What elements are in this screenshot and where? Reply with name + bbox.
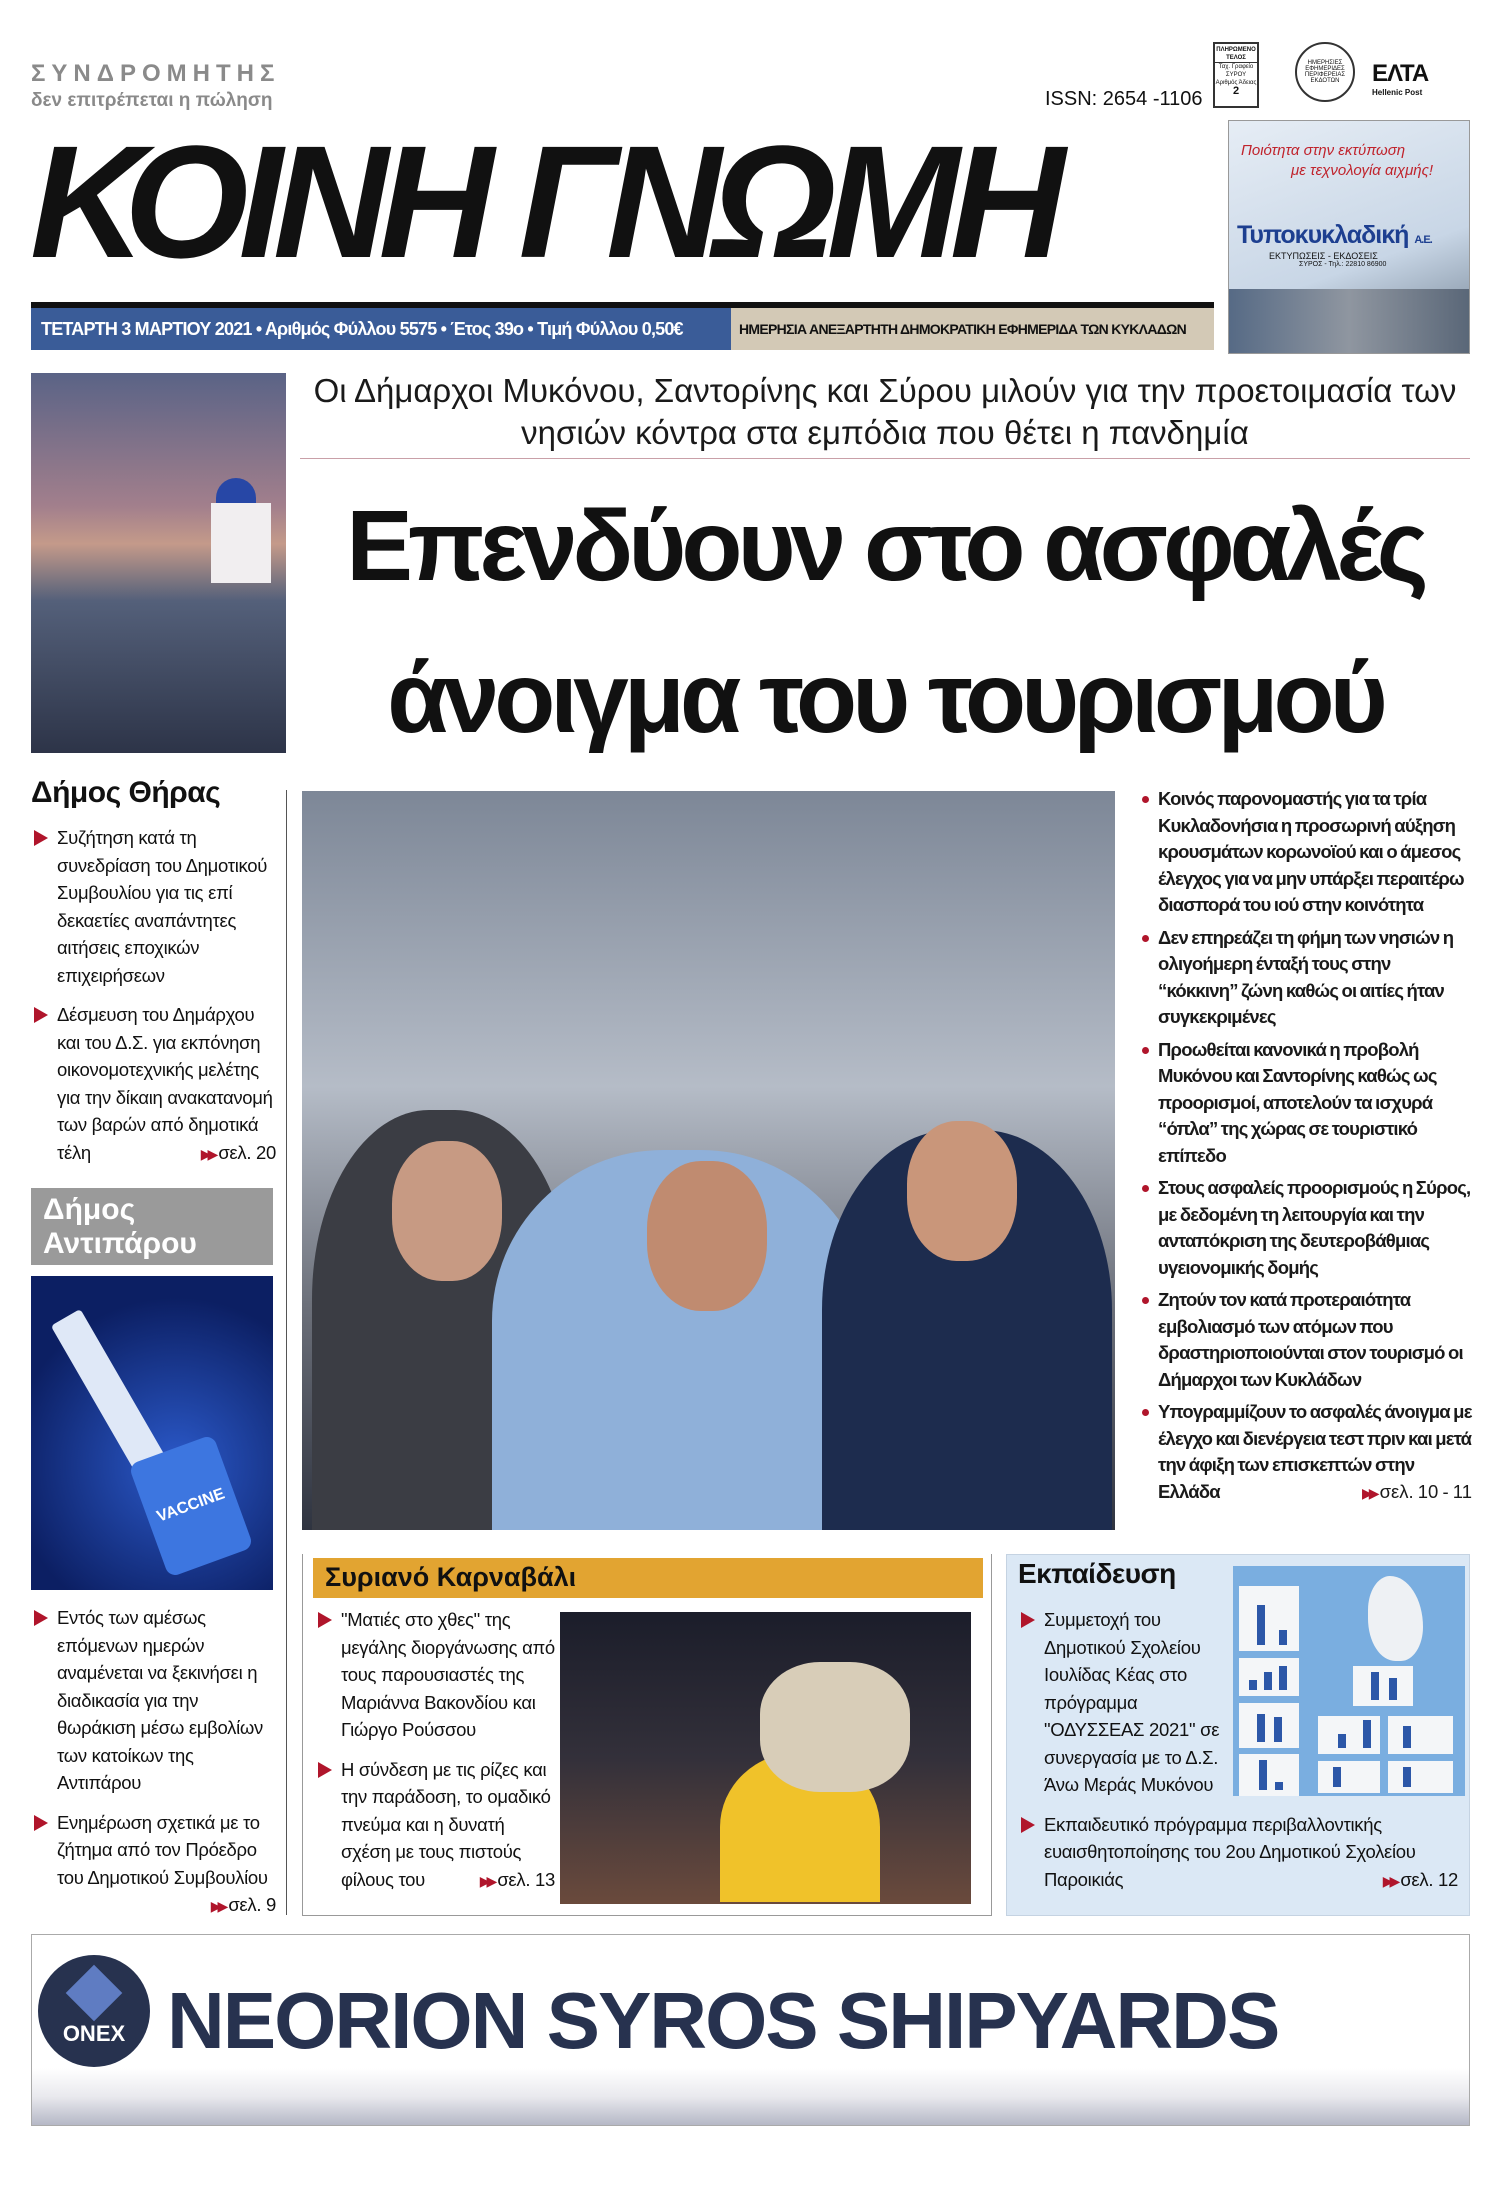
double-arrow-icon: ▶▶ bbox=[479, 1872, 494, 1889]
headline-text-1: Επενδύουν στο ασφαλές bbox=[346, 490, 1424, 602]
item-text: Εντός των αμέσως επόμενων ημερών αναμένεται να ξεκινήσει η διαδικασία για την θωράκιση μέσω εμβολίων των κατοίκων της Αντιπάρου bbox=[57, 1607, 264, 1793]
triangle-bullet-icon bbox=[34, 1815, 48, 1831]
elta-name: ΕΛΤΑ bbox=[1372, 60, 1429, 87]
ad-services bbox=[1269, 251, 1386, 268]
bullet-text: Κοινός παρονομαστής για τα τρία Κυκλαδονήσια η προσωρινή αύξηση κρουσμάτων κορωνοϊού και ο άμεσος έλεγχος για να μην υπάρξει περαιτέρω διασπορά του ιού στην κοινότητα bbox=[1158, 788, 1464, 915]
bullet-text: Υπογραμμίζουν το ασφαλές άνοιγμα με έλεγχο και διενέργεια τεστ πριν και μετά την άφιξη των επισκεπτών στην Ελλάδα bbox=[1158, 1401, 1472, 1502]
item-text: Συμμετοχή του Δημοτικού Σχολείου Ιουλίδας Κέας στο πρόγραμμα "ΟΔΥΣΣΕΑΣ 2021" σε συνεργασία με το Δ.Σ. Άνω Μεράς Μυκόνου bbox=[1044, 1609, 1220, 1795]
bullet-text: Δεν επηρεάζει τη φήμη των νησιών η ολιγοήμερη ένταξή τους στην “κόκκινη” ζώνη καθώς οι αιτίες ήταν συγκεκριμένες bbox=[1158, 926, 1454, 1027]
list-item[interactable] bbox=[31, 1809, 276, 1921]
subscriber-label: ΣΥΝΔΡΟΜΗΤΗΣ bbox=[31, 60, 281, 87]
list-item[interactable] bbox=[1018, 1811, 1458, 1894]
lead-bullet bbox=[1140, 786, 1472, 919]
no-sale-label: δεν επιτρέπεται η πώληση bbox=[31, 90, 273, 111]
list-item[interactable] bbox=[31, 1001, 276, 1166]
elta-logo bbox=[1372, 60, 1428, 97]
page-ref: σελ. 20 bbox=[218, 1141, 276, 1163]
ad-text: NEORION SYROS SHIPYARDS bbox=[167, 1976, 1279, 2065]
mayors-photo bbox=[302, 791, 1115, 1530]
face-center bbox=[647, 1161, 767, 1311]
lead-bullet bbox=[1140, 1399, 1472, 1505]
double-arrow-icon: ▶▶ bbox=[210, 1898, 225, 1914]
double-arrow-icon: ▶▶ bbox=[1362, 1484, 1376, 1501]
stamp-permit-no: 2 bbox=[1232, 85, 1240, 97]
triangle-bullet-icon bbox=[1021, 1612, 1035, 1628]
antiparos-title-2: Αντιπάρου bbox=[43, 1227, 197, 1260]
dancers bbox=[760, 1662, 910, 1792]
stamp-title: ΠΛΗΡΩΜΕΝΟ ΤΕΛΟΣ bbox=[1216, 47, 1256, 61]
triangle-bullet-icon bbox=[34, 1610, 48, 1626]
item-text: Δέσμευση του Δημάρχου και του Δ.Σ. για εκπόνηση οικονομοτεχνικής μελέτης για την δίκαιη ανακατανομή των βαρών από δημοτικά τέλη bbox=[57, 1004, 273, 1163]
newspaper-title bbox=[30, 112, 1220, 292]
face-right bbox=[907, 1121, 1017, 1261]
issue-info: ΤΕΤΑΡΤΗ 3 ΜΑΡΤΙΟΥ 2021 • Αριθμός Φύλλου 5575 • Έτος 39ο • Τιμή Φύλλου 0,50€ bbox=[31, 308, 731, 350]
item-text: "Ματιές στο χθες" της μεγάλης διοργάνωσης από τους παρουσιαστές της Μαριάννα Βακονδίου και Γιώργο Ρούσσου bbox=[341, 1609, 555, 1740]
ad-photo bbox=[1229, 289, 1469, 354]
diamond-icon bbox=[66, 1965, 123, 2022]
lead-bullets bbox=[1140, 786, 1472, 1511]
thira-items bbox=[31, 824, 276, 1178]
education-items bbox=[1018, 1606, 1458, 1905]
vaccine-photo bbox=[31, 1276, 273, 1590]
bullet-text: Ζητούν τον κατά προτεραιότητα εμβολιασμό των ατόμων που δραστηριοποιούνται στον τουρισμό οι Δήμαρχοι των Κυκλάδων bbox=[1158, 1289, 1463, 1390]
subheadline: Οι Δήμαρχοι Μυκόνου, Σαντορίνης και Σύρου μιλούν για την προετοιμασία των νησιών κόντρα στα εμπόδια που θέτει η πανδημία bbox=[300, 370, 1470, 459]
ad-slogan-1: Ποιότητα στην εκτύπωση bbox=[1241, 142, 1406, 159]
section-title-antiparos bbox=[31, 1188, 273, 1265]
syringe-icon bbox=[51, 1309, 165, 1473]
triangle-bullet-icon bbox=[34, 830, 48, 846]
triangle-bullet-icon bbox=[34, 1007, 48, 1023]
item-text: Συζήτηση κατά τη συνεδρίαση του Δημοτικού Συμβουλίου για τις επί δεκαετίες αναπάντητες αιτήσεις εποχικών επιχειρήσεων bbox=[57, 827, 268, 986]
elta-sub: Hellenic Post bbox=[1372, 88, 1423, 97]
lead-bullet bbox=[1140, 925, 1472, 1031]
page-ref-link[interactable] bbox=[480, 1866, 555, 1896]
page-ref: σελ. 12 bbox=[1400, 1868, 1458, 1890]
seal-text: ΗΜΕΡΗΣΙΕΣ ΕΦΗΜΕΡΙΔΕΣ ΠΕΡΙΦΕΡΕΙΑΣ ΕΚΔΟΤΩΝ bbox=[1304, 60, 1346, 84]
shipyards-ad[interactable] bbox=[31, 1934, 1470, 2126]
section-title-education: Εκπαίδευση bbox=[1018, 1558, 1176, 1589]
item-text: Ενημέρωση σχετικά με το ζήτημα από τον Πρόεδρο του Δημοτικού Συμβουλίου bbox=[57, 1811, 268, 1888]
tagline: ΗΜΕΡΗΣΙΑ ΑΝΕΞΑΡΤΗΤΗ ΔΗΜΟΚΡΑΤΙΚΗ ΕΦΗΜΕΡΙΔΑ ΤΩΝ ΚΥΚΛΑΔΩΝ bbox=[731, 308, 1214, 350]
vaccine-label: VACCINE bbox=[154, 1485, 228, 1526]
page-ref-link[interactable] bbox=[211, 1894, 276, 1915]
page-ref: σελ. 10 - 11 bbox=[1379, 1480, 1472, 1502]
page-ref-link[interactable] bbox=[201, 1139, 276, 1169]
antiparos-items bbox=[31, 1604, 276, 1933]
page-ref-link[interactable] bbox=[1383, 1866, 1458, 1896]
ad-brand-suffix: Α.Ε. bbox=[1414, 234, 1432, 246]
onex-logo-text: ONEX bbox=[62, 2021, 126, 2046]
face-left bbox=[392, 1141, 502, 1281]
stamp-permit-label: Αριθμός Άδειας bbox=[1215, 80, 1257, 86]
lead-bullet bbox=[1140, 1037, 1472, 1170]
church bbox=[211, 503, 271, 583]
carnival-photo bbox=[560, 1612, 971, 1904]
bullet-text: Στους ασφαλείς προορισμούς η Σύρος, με δεδομένη τη λειτουργία και την ανταπόκριση της δευτεροβάθμιας υγειονομικής δομής bbox=[1158, 1177, 1471, 1278]
ad-slogan-2: με τεχνολογία αιχμής! bbox=[1291, 162, 1434, 179]
section-title-thira: Δήμος Θήρας bbox=[31, 776, 221, 809]
list-item[interactable] bbox=[31, 1604, 276, 1797]
page-ref-link[interactable] bbox=[1362, 1479, 1472, 1507]
onex-logo bbox=[38, 1955, 150, 2067]
triangle-bullet-icon bbox=[1021, 1817, 1035, 1833]
lead-bullet bbox=[1140, 1287, 1472, 1393]
headline-line-2[interactable] bbox=[300, 628, 1470, 768]
santorini-photo bbox=[31, 373, 286, 753]
publishers-seal-icon bbox=[1295, 42, 1355, 102]
item-text: Η σύνδεση με τις ρίζες και την παράδοση, το ομαδικό πνεύμα και η δυνατή σχέση με τους πιστούς φίλους του bbox=[341, 1758, 551, 1890]
list-item[interactable] bbox=[1018, 1606, 1233, 1799]
newspaper-title-text: ΚΟΙΝΗ ΓΝΩΜΗ bbox=[30, 112, 1056, 291]
ad-brand-name: Τυποκυκλαδική bbox=[1237, 221, 1409, 249]
item-text: Εκπαιδευτικό πρόγραμμα περιβαλλοντικής ευαισθητοποίησης του 2ου Δημοτικού Σχολείου Παροικιάς bbox=[1044, 1813, 1416, 1890]
issn: ISSN: 2654 -1106 bbox=[1045, 88, 1203, 110]
printing-ad[interactable] bbox=[1228, 120, 1470, 354]
ad-slogan bbox=[1241, 141, 1433, 181]
column-divider bbox=[286, 790, 287, 1915]
carnival-items bbox=[315, 1606, 555, 1905]
antiparos-title-1: Δήμος bbox=[43, 1193, 136, 1226]
list-item[interactable] bbox=[31, 824, 276, 989]
ad-contact: ΣΥΡΟΣ - Τηλ.: 22810 86900 bbox=[1299, 261, 1387, 268]
headline-text-2: άνοιγμα του τουρισμού bbox=[387, 642, 1383, 754]
bullet-text: Προωθείται κανονικά η προβολή Μυκόνου και Σαντορίνης καθώς ως προορισμοί, αποτελούν τα ισχυρά “όπλα” της χώρας σε τουριστικό επίπεδο bbox=[1158, 1038, 1437, 1166]
carnival-title: Συριανό Καρναβάλι bbox=[313, 1558, 983, 1598]
page-ref: σελ. 13 bbox=[497, 1868, 555, 1890]
double-arrow-icon: ▶▶ bbox=[200, 1145, 215, 1162]
page-ref: σελ. 9 bbox=[228, 1894, 276, 1915]
triangle-bullet-icon bbox=[318, 1612, 332, 1628]
headline-line-1[interactable] bbox=[300, 476, 1470, 616]
list-item[interactable] bbox=[315, 1606, 555, 1744]
postage-stamp bbox=[1213, 42, 1259, 108]
stamp-office: Ταχ. Γραφείο ΣΥΡΟΥ bbox=[1218, 64, 1254, 78]
list-item[interactable] bbox=[315, 1756, 555, 1894]
ad-services-text: ΕΚΤΥΠΩΣΕΙΣ - ΕΚΔΟΣΕΙΣ bbox=[1269, 251, 1378, 261]
info-bar bbox=[31, 302, 1214, 350]
triangle-bullet-icon bbox=[318, 1762, 332, 1778]
lead-bullet bbox=[1140, 1175, 1472, 1281]
ad-brand bbox=[1237, 221, 1432, 250]
double-arrow-icon: ▶▶ bbox=[1382, 1872, 1397, 1889]
